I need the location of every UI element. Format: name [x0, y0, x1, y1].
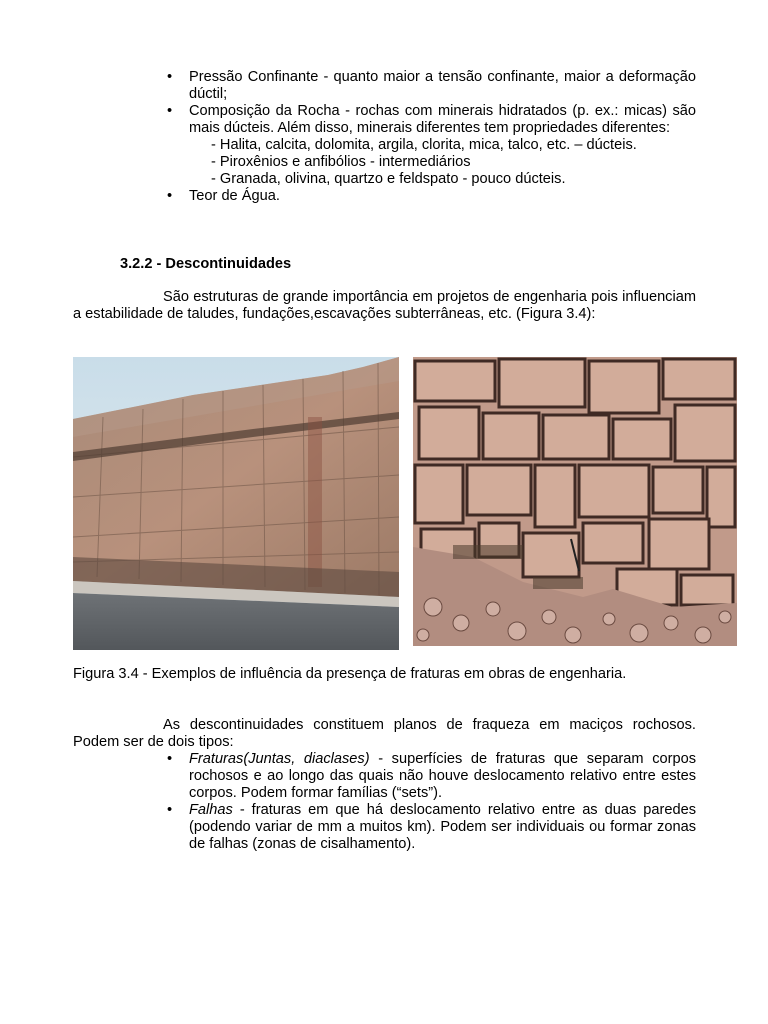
discontinuity-types-list [163, 751, 696, 853]
fractured-rock-image [413, 357, 737, 646]
bullet-icon: • [167, 751, 173, 767]
list-item [163, 802, 696, 853]
bullet-icon: • [167, 188, 173, 204]
bullet-icon: • [167, 69, 173, 85]
intro-paragraph [73, 289, 696, 323]
list-item-text: Teor de Água. [189, 188, 280, 204]
discontinuity-text: As descontinuidades constituem planos de fraqueza em maciços rochosos. Podem ser de dois tipos: [73, 717, 696, 750]
discontinuity-paragraph [73, 717, 696, 751]
list-item [163, 69, 696, 103]
section-heading: 3.2.2 - Descontinuidades [120, 256, 292, 272]
figure-caption: Figura 3.4 - Exemplos de influência da presença de fraturas em obras de engenharia. [73, 666, 627, 682]
list-item [163, 751, 696, 802]
intro-text: São estruturas de grande importância em projetos de engenharia pois influenciam a estabilidade de taludes, fundações,escavações subterrâneas, etc. (Figura 3.4): [73, 289, 696, 322]
list-item-text: Pressão Confinante - quanto maior a tensão confinante, maior a deformação dúctil; [189, 69, 696, 102]
bullet-icon: • [167, 103, 173, 119]
fractured-rock-photo [413, 357, 737, 646]
sub-item: - Piroxênios e anfibólios - intermediários [211, 154, 471, 170]
ductility-factors-list [163, 69, 696, 205]
bullet-icon: • [167, 802, 173, 818]
list-item-text: Composição da Rocha - rochas com minerais hidratados (p. ex.: micas) são mais dúcteis. Além disso, minerais diferentes tem propriedades diferentes: [189, 103, 696, 136]
list-item [163, 188, 696, 205]
list-item-text: - superfícies de fraturas que separam corpos rochosos e ao longo das quais não houve deslocamento relativo entre estes corpos. Podem formar famílias (“sets”). [189, 751, 696, 801]
road-cut-image [73, 357, 399, 650]
sub-item: - Granada, olivina, quartzo e feldspato - pouco dúcteis. [211, 171, 566, 187]
sub-item: - Halita, calcita, dolomita, argila, clorita, mica, talco, etc. – dúcteis. [211, 137, 637, 153]
list-item-text: - fraturas em que há deslocamento relativo entre as duas paredes (podendo variar de mm a muitos km). Podem ser individuais ou formar zonas de falhas (zonas de cisalhamento). [189, 802, 696, 852]
road-cut-photo [73, 357, 399, 650]
list-item-term: Fraturas(Juntas, diaclases) [189, 751, 370, 767]
list-item-term: Falhas [189, 802, 233, 818]
list-item [163, 103, 696, 188]
